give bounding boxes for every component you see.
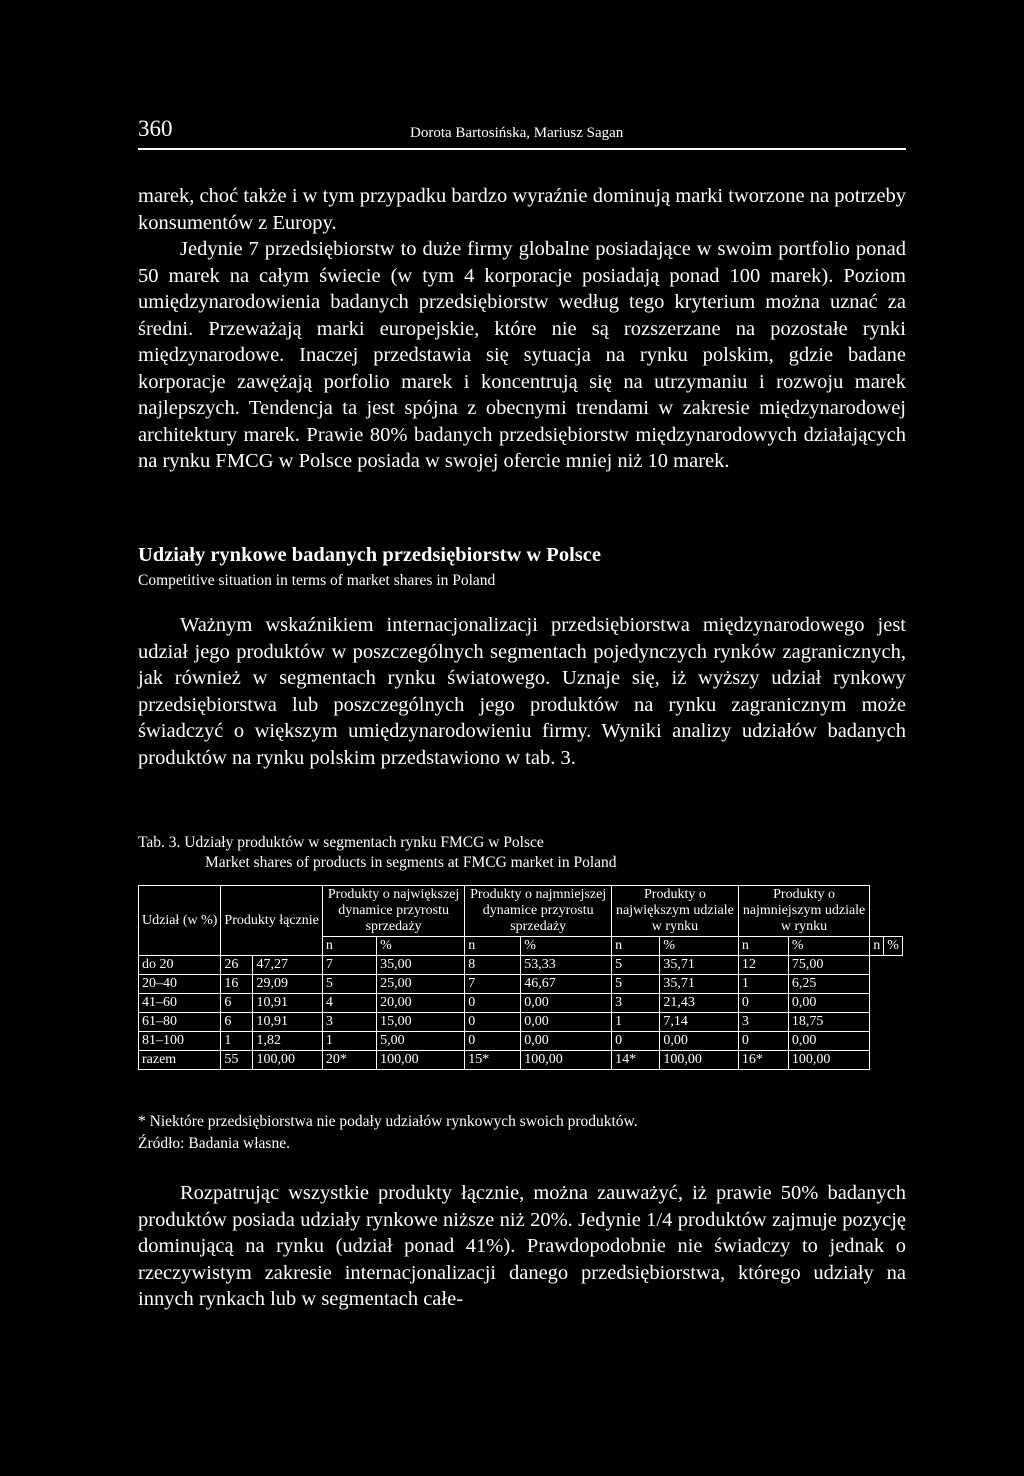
subheader-cell: n [612, 937, 660, 956]
table-source: Źródło: Badania własne. [138, 1135, 290, 1152]
table-cell: 5,00 [377, 1032, 465, 1051]
table-cell: 35,71 [660, 956, 738, 975]
table-cell: 35,00 [377, 956, 465, 975]
table-cell: 75,00 [788, 956, 869, 975]
table-cell: 15,00 [377, 1013, 465, 1032]
table-cell: 5 [612, 956, 660, 975]
subheader-cell: n [870, 937, 884, 956]
subheader-cell: n [322, 937, 376, 956]
table-cell: 7 [465, 975, 521, 994]
table-cell: 100,00 [788, 1051, 869, 1070]
subheader-cell: % [521, 937, 612, 956]
table-row [139, 956, 903, 975]
table-cell: 12 [738, 956, 788, 975]
table-row [139, 994, 903, 1013]
paragraph-3: Ważnym wskaźnikiem internacjonalizacji przedsiębiorstwa międzynarodowego jest udział jego produktów w poszczególnych segmentach pojedynczych rynków zagranicznych, jak również w segmentach rynku światowego. Uznaje się, iż wyższy udział rynkowy przedsiębiorstwa lub poszczególnych jego produktów na rynku zagranicznym może świadczyć o większym umiędzynarodowieniu firmy. Wyniki analizy udziałów badanych produktów na rynku polskim przedstawiono w tab. 3. [138, 614, 906, 769]
running-head: Dorota Bartosińska, Mariusz Sagan [410, 125, 624, 141]
table-cell: 53,33 [521, 956, 612, 975]
paragraph-2: Jedynie 7 przedsiębiorstw to duże firmy globalne posiadające w swoim portfolio ponad 50 marek na całym świecie (w tym 4 korporacje posiadają ponad 100 marek). Poziom umiędzynarodowienia badanych przedsiębiorstw według tego kryterium można uznać za średni. Przeważają marki europejskie, które nie są rozszerzane na pozostałe rynki międzynarodowe. Inaczej przedstawia się sytuacja na rynku polskim, gdzie badane korporacje zawężają porfolio marek i koncentrują się na utrzymaniu i rozwoju marek najlepszych. Tendencja ta jest spójna z obecnymi trendami w zakresie międzynarodowej architektury marek. Prawie 80% badanych przedsiębiorstw międzynarodowych działających na rynku FMCG w Polsce posiada w swojej ofercie mniej niż 10 marek. [138, 238, 906, 472]
page-number: 360 [138, 116, 173, 141]
table-cell: 29,09 [253, 975, 322, 994]
table-cell: 6 [221, 994, 253, 1013]
table-cell: 0,00 [788, 994, 869, 1013]
table-cell: 100,00 [660, 1051, 738, 1070]
table-cell: 6,25 [788, 975, 869, 994]
table-cell: 0 [465, 1013, 521, 1032]
table-cell: 6 [221, 1013, 253, 1032]
table-notes [138, 1111, 638, 1155]
table-row [139, 1051, 903, 1070]
table-row [139, 1013, 903, 1032]
table-cell: 0 [465, 994, 521, 1013]
table-cell: 20* [322, 1051, 376, 1070]
table-cell: 0 [738, 994, 788, 1013]
subheader-cell: % [788, 937, 869, 956]
table-cell: 26 [221, 956, 253, 975]
table-cell: 1 [221, 1032, 253, 1051]
table-cell: 7 [322, 956, 376, 975]
table-cell: 21,43 [660, 994, 738, 1013]
table-cell: 47,27 [253, 956, 322, 975]
header-group: Produkty o najmniejszej dynamice przyrostu sprzedaży [465, 886, 612, 937]
table-cell: 100,00 [521, 1051, 612, 1070]
table-cell: 5 [612, 975, 660, 994]
table-cell: 1 [612, 1013, 660, 1032]
table-cell: 18,75 [788, 1013, 869, 1032]
table-cell: 35,71 [660, 975, 738, 994]
row-label-cell: razem [139, 1051, 221, 1070]
table-body [139, 956, 903, 1070]
header-group: Produkty o najmniejszym udziale w rynku [738, 886, 869, 937]
table-cell: 1,82 [253, 1032, 322, 1051]
market-share-table [138, 885, 903, 1070]
table-cell: 0 [738, 1032, 788, 1051]
table-cell: 4 [322, 994, 376, 1013]
row-label-cell: 61–80 [139, 1013, 221, 1032]
table-cell: 14* [612, 1051, 660, 1070]
table-footnote: * Niektóre przedsiębiorstwa nie podały udziałów rynkowych swoich produktów. [138, 1113, 638, 1130]
section-subtitle: Competitive situation in terms of market shares in Poland [138, 572, 496, 589]
header-group: Produkty łącznie [221, 886, 322, 956]
table-cell: 16 [221, 975, 253, 994]
table-cell: 1 [738, 975, 788, 994]
table-cell: 0,00 [660, 1032, 738, 1051]
table-cell: 15* [465, 1051, 521, 1070]
table-row [139, 1032, 903, 1051]
table-cell: 25,00 [377, 975, 465, 994]
header-group: Produkty o największym udziale w rynku [612, 886, 739, 937]
row-label-cell: 20–40 [139, 975, 221, 994]
section-title: Udziały rynkowe badanych przedsiębiorstw w Polsce [138, 544, 601, 566]
table-cell: 0,00 [521, 1013, 612, 1032]
table-cell: 5 [322, 975, 376, 994]
body-text-top [138, 183, 906, 475]
table-cell: 0,00 [788, 1032, 869, 1051]
table-cell: 0 [465, 1032, 521, 1051]
table-cell: 0,00 [521, 994, 612, 1013]
table-cell: 100,00 [253, 1051, 322, 1070]
table-cell: 7,14 [660, 1013, 738, 1032]
table-cell: 46,67 [521, 975, 612, 994]
paragraph-1: marek, choć także i w tym przypadku bardzo wyraźnie dominują marki tworzone na potrzeby konsumentów z Europy. [138, 185, 906, 234]
table-cell: 10,91 [253, 994, 322, 1013]
table-row [139, 975, 903, 994]
table-cell: 10,91 [253, 1013, 322, 1032]
page-header [138, 116, 906, 150]
table-cell: 3 [738, 1013, 788, 1032]
table-cell: 20,00 [377, 994, 465, 1013]
table-header-row [139, 886, 903, 937]
table-cell: 0 [612, 1032, 660, 1051]
table-caption: Tab. 3. Udziały produktów w segmentach rynku FMCG w Polsce [138, 834, 544, 851]
row-label-cell: do 20 [139, 956, 221, 975]
table-cell: 3 [612, 994, 660, 1013]
row-label-cell: 81–100 [139, 1032, 221, 1051]
subheader-cell: n [738, 937, 788, 956]
table-cell: 55 [221, 1051, 253, 1070]
header-share: Udział (w %) [139, 886, 221, 956]
paragraph-4: Rozpatrując wszystkie produkty łącznie, można zauważyć, iż prawie 50% badanych produktów posiada udziały rynkowe niższe niż 20%. Jedynie 1/4 produktów zajmuje pozycję dominującą na rynku (udział ponad 41%). Prawdopodobnie nie świadczy to jednak o rzeczywistym zakresie internacjonalizacji danego przedsiębiorstwa, którego udziały na innych rynkach lub w segmentach całe- [138, 1182, 906, 1310]
table-cell: 8 [465, 956, 521, 975]
row-label-cell: 41–60 [139, 994, 221, 1013]
table-cell: 0,00 [521, 1032, 612, 1051]
table-cell: 1 [322, 1032, 376, 1051]
header-group: Produkty o największej dynamice przyrostu sprzedaży [322, 886, 464, 937]
table-cell: 3 [322, 1013, 376, 1032]
table-cell: 16* [738, 1051, 788, 1070]
subheader-cell: % [377, 937, 465, 956]
subheader-cell: % [884, 937, 903, 956]
subheader-cell: % [660, 937, 738, 956]
table-caption-english: Market shares of products in segments at FMCG market in Poland [205, 854, 617, 871]
table-cell: 100,00 [377, 1051, 465, 1070]
subheader-cell: n [465, 937, 521, 956]
